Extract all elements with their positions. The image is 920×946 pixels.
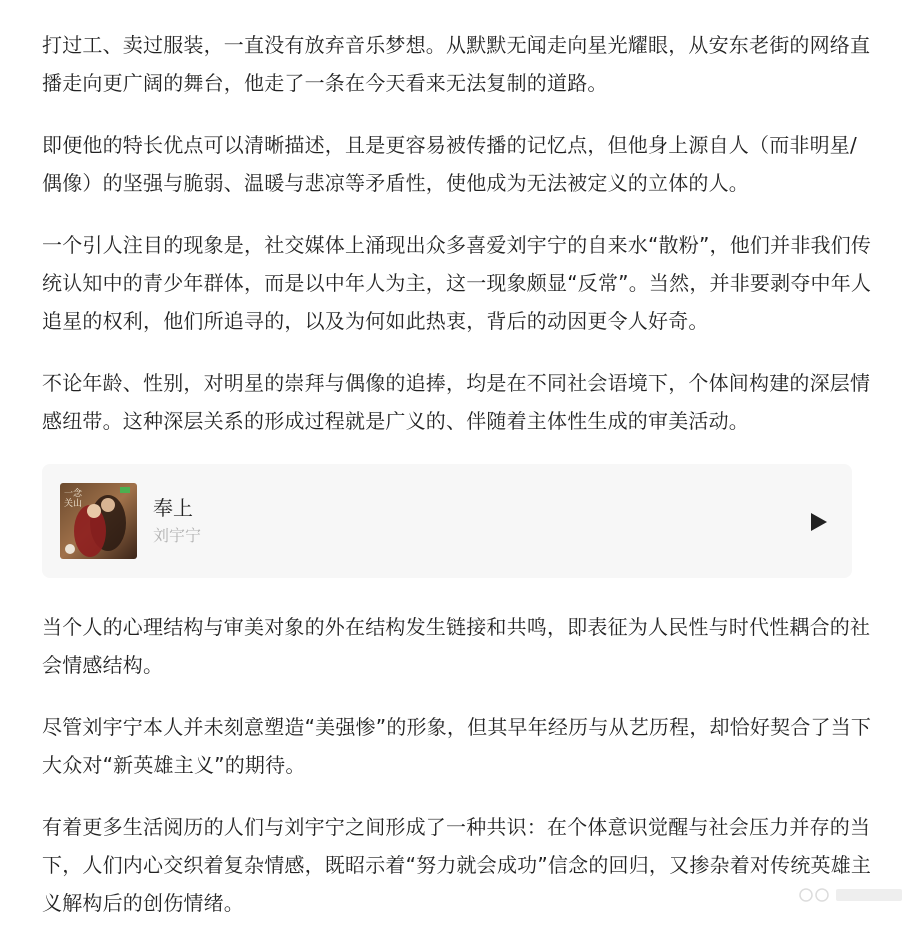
paragraph-6: 尽管刘宇宁本人并未刻意塑造“美强惨”的形象，但其早年经历与从艺历程，却恰好契合了当下大众对“新英雄主义”的期待。	[42, 715, 872, 777]
music-card[interactable]	[42, 464, 852, 578]
paragraph-4: 不论年龄、性别，对明星的崇拜与偶像的追捧，均是在不同社会语境下，个体间构建的深层情感纽带。这种深层关系的形成过程就是广义的、伴随着主体性生成的审美活动。	[42, 371, 871, 433]
paragraph-2: 即便他的特长优点可以清晰描述，且是更容易被传播的记忆点，但他身上源自人（而非明星/偶像）的坚强与脆弱、温暖与悲凉等矛盾性，使他成为无法被定义的立体的人。	[42, 133, 857, 195]
paragraph-3: 一个引人注目的现象是，社交媒体上涌现出众多喜爱刘宇宁的自来水“散粉”，他们并非我们传统认知中的青少年群体，而是以中年人为主，这一现象颇显“反常”。当然，并非要剥夺中年人追星的权利，他们所追寻的，以及为何如此热衷，背后的动因更令人好奇。	[42, 233, 872, 333]
paragraph-1: 打过工、卖过服装，一直没有放弃音乐梦想。从默默无闻走向星光耀眼，从安东老街的网络直播走向更广阔的舞台，他走了一条在今天看来无法复制的道路。	[42, 33, 871, 95]
album-cover	[60, 483, 137, 559]
paragraph-5: 当个人的心理结构与审美对象的外在结构发生链接和共鸣，即表征为人民性与时代性耦合的社会情感结构。	[42, 615, 871, 677]
song-artist: 刘宇宁	[153, 526, 202, 545]
play-button[interactable]	[806, 510, 830, 534]
song-title: 奉上	[153, 496, 193, 520]
watermark-icon	[796, 884, 906, 906]
watermark-mark	[796, 884, 906, 906]
article-body	[42, 26, 872, 946]
album-cover-text: 一念关山	[64, 489, 83, 509]
paragraph-7: 有着更多生活阅历的人们与刘宇宁之间形成了一种共识：在个体意识觉醒与社会压力并存的当下，人们内心交织着复杂情感，既昭示着“努力就会成功”信念的回归，又掺杂着对传统英雄主义解构后的创伤情绪。	[42, 815, 872, 915]
play-icon	[806, 510, 830, 534]
